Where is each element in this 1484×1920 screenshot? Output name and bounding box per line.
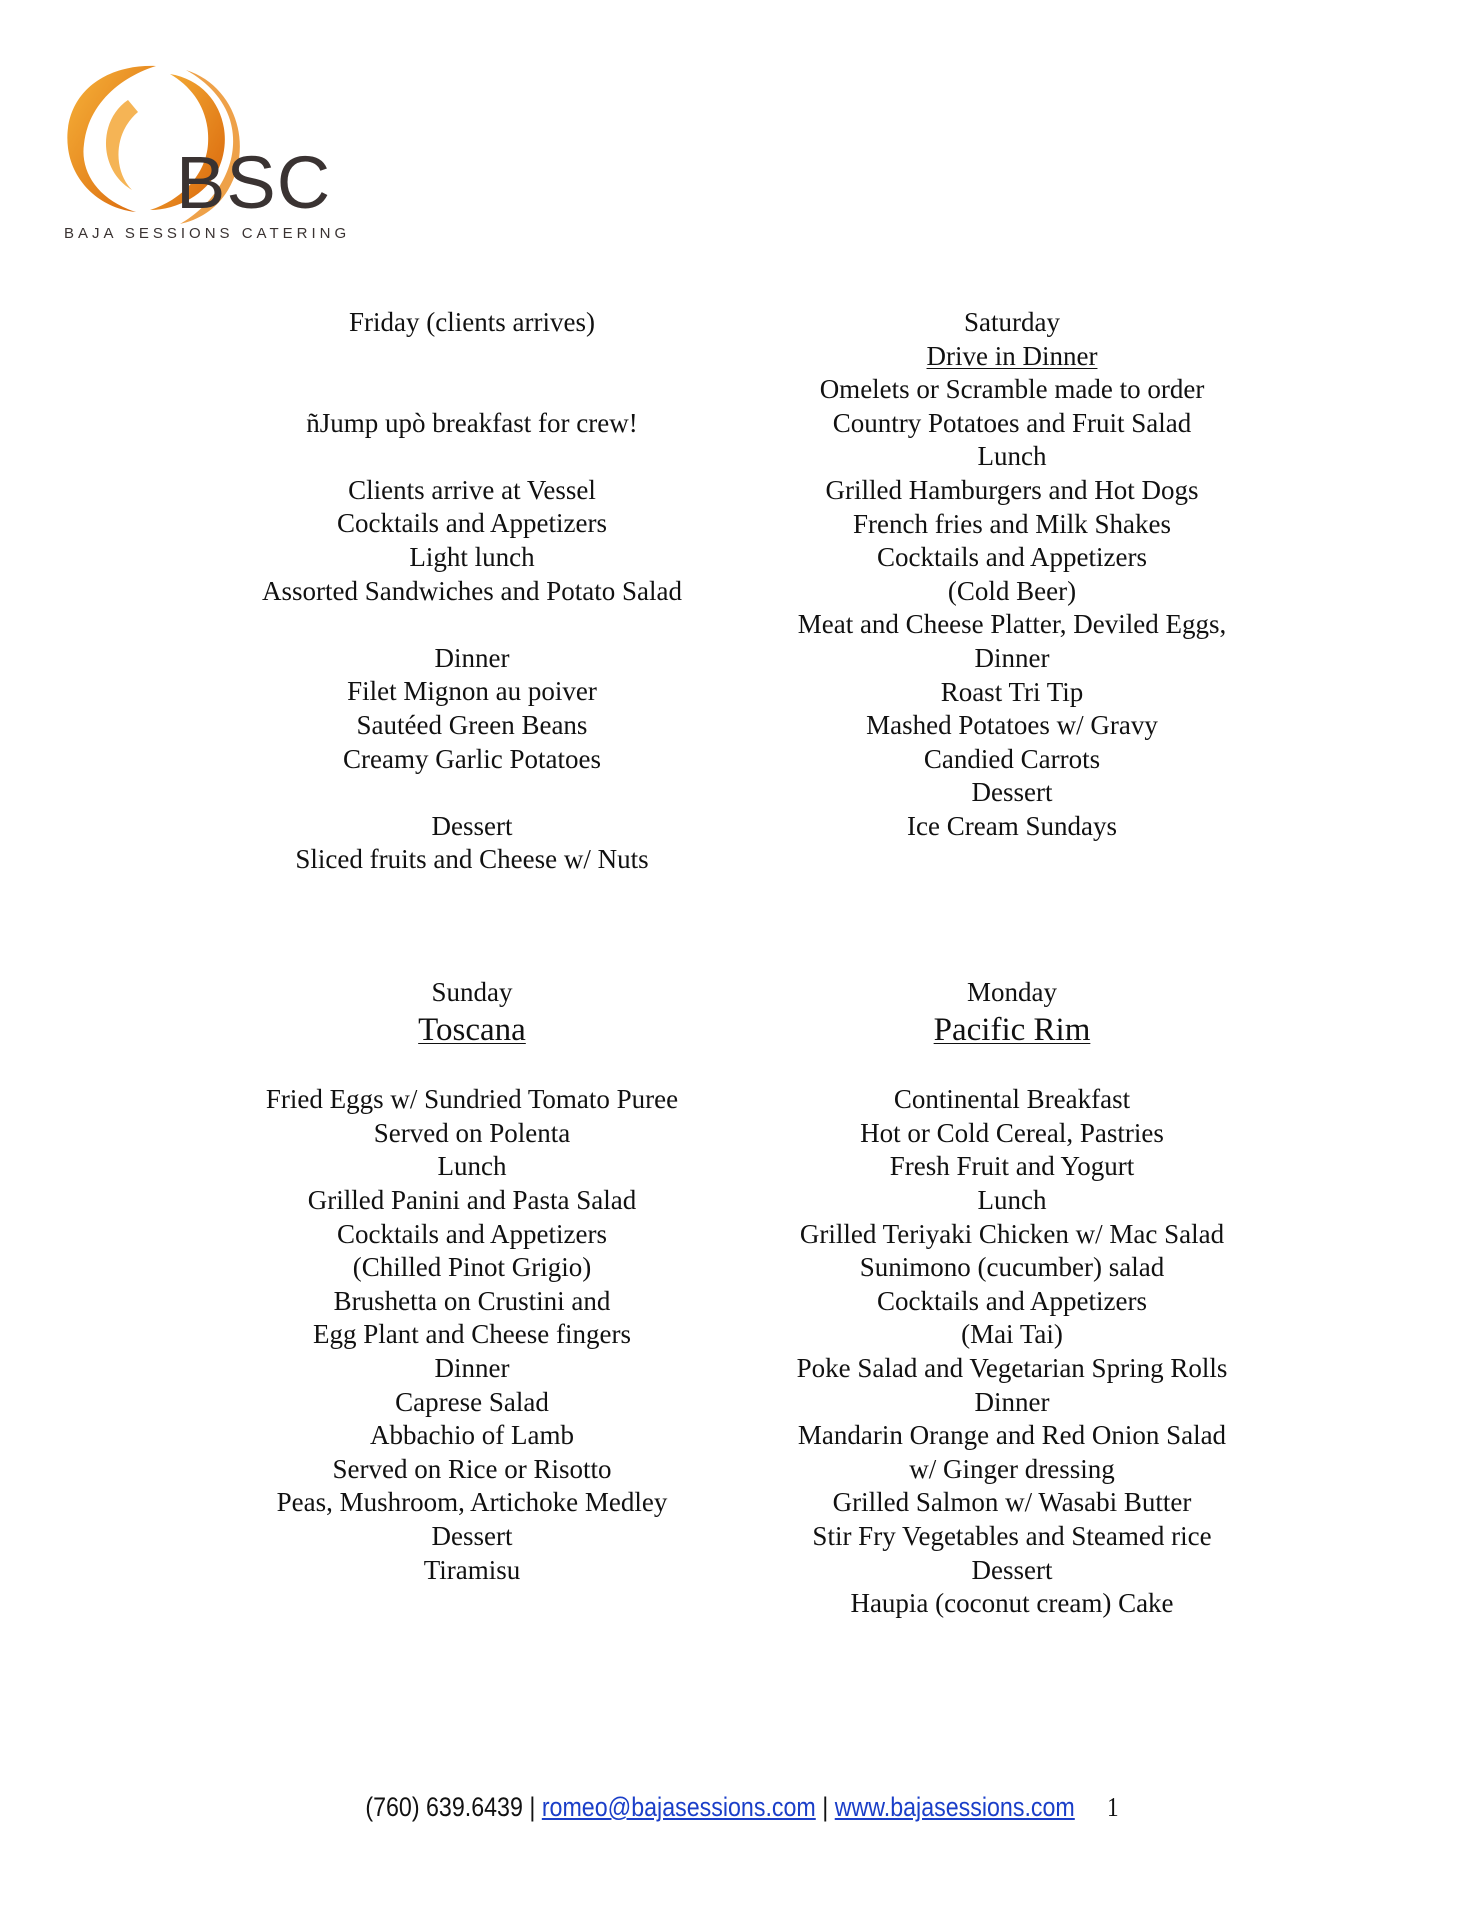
menu-line: Omelets or Scramble made to order bbox=[819, 374, 1205, 405]
logo-tagline: BAJA SESSIONS CATERING bbox=[64, 225, 351, 242]
day-heading: Sunday bbox=[431, 977, 513, 1007]
menu-line: Meat and Cheese Platter, Deviled Eggs, bbox=[797, 609, 1227, 640]
theme-title: Drive in Dinner bbox=[926, 340, 1098, 371]
menu-line: Stir Fry Vegetables and Steamed rice bbox=[812, 1520, 1212, 1551]
menu-line: Sunimono (cucumber) salad bbox=[859, 1252, 1165, 1283]
menu-line: Dinner bbox=[434, 1352, 510, 1383]
day-heading: Saturday bbox=[964, 307, 1060, 337]
menu-line: Dessert bbox=[971, 1554, 1053, 1585]
menu-line: Served on Polenta bbox=[373, 1117, 571, 1148]
website-link[interactable]: www.bajasessions.com bbox=[834, 1792, 1075, 1822]
page-number: 1 bbox=[1107, 1792, 1119, 1822]
menu-line: Dessert bbox=[971, 777, 1053, 808]
menu-line: Clients arrive at Vessel bbox=[348, 474, 596, 505]
menu-line: Dessert bbox=[431, 1520, 513, 1551]
menu-line: Light lunch bbox=[409, 541, 535, 572]
menu-section-heading: Dinner bbox=[434, 642, 510, 673]
menu-line: Abbachio of Lamb bbox=[370, 1420, 574, 1451]
menu-line: Peas, Mushroom, Artichoke Medley bbox=[276, 1487, 668, 1518]
menu-line: (Mai Tai) bbox=[961, 1319, 1063, 1350]
saturday-menu bbox=[752, 306, 1272, 844]
company-logo bbox=[58, 60, 351, 255]
menu-line: ñJump upò breakfast for crew! bbox=[306, 407, 638, 438]
logo-mark-text: BSC bbox=[176, 141, 332, 224]
day-heading: Friday (clients arrives) bbox=[349, 307, 595, 337]
menu-line: Lunch bbox=[437, 1151, 507, 1182]
menu-line: Grilled Salmon w/ Wasabi Butter bbox=[832, 1487, 1192, 1518]
menu-line: Brushetta on Crustini and bbox=[333, 1285, 611, 1316]
menu-line: Grilled Panini and Pasta Salad bbox=[307, 1184, 637, 1215]
menu-line: Assorted Sandwiches and Potato Salad bbox=[262, 575, 682, 606]
friday-menu bbox=[212, 306, 732, 877]
menu-line: Fresh Fruit and Yogurt bbox=[889, 1151, 1135, 1182]
menu-line: Caprese Salad bbox=[395, 1386, 549, 1417]
menu-line: (Cold Beer) bbox=[947, 575, 1077, 606]
menu-line: Filet Mignon au poiver bbox=[347, 676, 597, 707]
menu-line: Poke Salad and Vegetarian Spring Rolls bbox=[796, 1352, 1228, 1383]
menu-line: Cocktails and Appetizers bbox=[337, 508, 607, 539]
menu-section-heading: Dessert bbox=[431, 810, 513, 841]
menu-line: Ice Cream Sundays bbox=[907, 810, 1117, 841]
menu-line: Lunch bbox=[977, 1184, 1047, 1215]
monday-menu bbox=[752, 976, 1272, 1621]
day-heading: Monday bbox=[967, 977, 1057, 1007]
theme-title: Toscana bbox=[418, 1011, 526, 1048]
separator: | bbox=[822, 1792, 829, 1822]
menu-line: w/ Ginger dressing bbox=[909, 1453, 1115, 1484]
menu-line: Hot or Cold Cereal, Pastries bbox=[860, 1117, 1164, 1148]
menu-line: Fried Eggs w/ Sundried Tomato Puree bbox=[265, 1084, 679, 1115]
menu-line: Roast Tri Tip bbox=[940, 676, 1084, 707]
menu-line: Grilled Hamburgers and Hot Dogs bbox=[825, 474, 1199, 505]
menu-line: Candied Carrots bbox=[923, 743, 1101, 774]
menu-line: (Chilled Pinot Grigio) bbox=[352, 1252, 592, 1283]
menu-line: Country Potatoes and Fruit Salad bbox=[832, 407, 1192, 438]
phone-number: (760) 639.6439 bbox=[365, 1792, 523, 1822]
menu-line: Egg Plant and Cheese fingers bbox=[313, 1319, 631, 1350]
menu-line: Tiramisu bbox=[423, 1554, 521, 1585]
page-footer bbox=[104, 1792, 1380, 1823]
menu-line: Sautéed Green Beans bbox=[356, 709, 588, 740]
menu-line: French fries and Milk Shakes bbox=[853, 508, 1171, 539]
email-link[interactable]: romeo@bajasessions.com bbox=[541, 1792, 816, 1822]
menu-line: Dinner bbox=[974, 1386, 1050, 1417]
menu-line: Continental Breakfast bbox=[893, 1084, 1131, 1115]
menu-line: Creamy Garlic Potatoes bbox=[343, 743, 601, 774]
menu-line: Cocktails and Appetizers bbox=[337, 1218, 607, 1249]
menu-line: Grilled Teriyaki Chicken w/ Mac Salad bbox=[799, 1218, 1225, 1249]
menu-line: Sliced fruits and Cheese w/ Nuts bbox=[295, 844, 649, 875]
menu-line: Haupia (coconut cream) Cake bbox=[850, 1588, 1174, 1619]
separator: | bbox=[529, 1792, 536, 1822]
menu-line: Served on Rice or Risotto bbox=[332, 1453, 612, 1484]
menu-line: Mandarin Orange and Red Onion Salad bbox=[797, 1420, 1227, 1451]
theme-title: Pacific Rim bbox=[933, 1011, 1091, 1048]
sunday-menu bbox=[212, 976, 732, 1587]
menu-line: Cocktails and Appetizers bbox=[877, 1285, 1147, 1316]
menu-line: Lunch bbox=[977, 441, 1047, 472]
menu-line: Dinner bbox=[974, 642, 1050, 673]
menu-line: Cocktails and Appetizers bbox=[877, 542, 1147, 573]
menu-line: Mashed Potatoes w/ Gravy bbox=[866, 710, 1158, 741]
